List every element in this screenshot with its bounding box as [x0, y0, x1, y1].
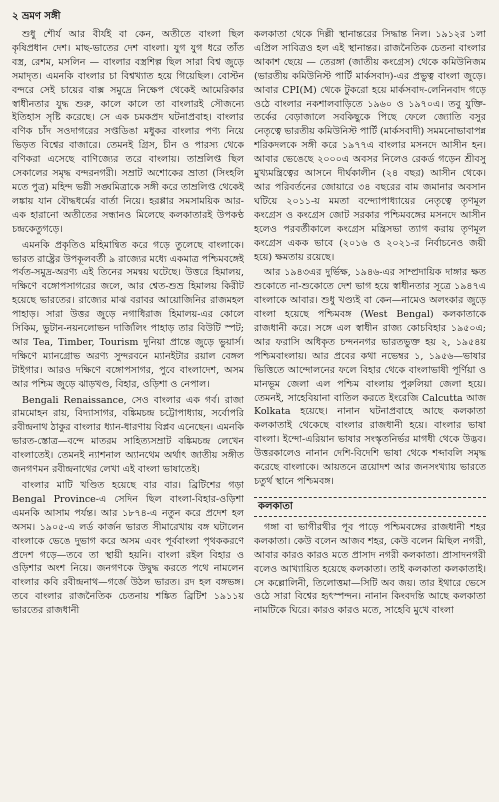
text-columns	[12, 28, 487, 802]
paragraph: Bengali Renaissance, সেও বাংলার এক গর্ব। রাজা রামমোহন রায়, বিদ্যাসাগর, বঙ্কিমচন্দ্র চট্টোপাধ্যায়, সর্বোপরি রবীন্দ্রনাথ ঠাকুর বাংলার ধ্যান-ধারণায় বিপ্লব এনেছেন। এমনকি ভারত-স্তোত্র—বন্দে মাতরম সাহিত্যসম্রাট বঙ্কিমচন্দ্র লেখেন বাংলাতেই। তেমনই ন্যাশনাল অ্যানথেম অর্থাৎ জাতীয় সঙ্গীত জনগণমন রবীন্দ্রনাথের লেখা এই বাংলা ভাষাতেই।	[12, 394, 244, 476]
page-header	[12, 10, 487, 24]
paragraph: আর ১৯৪৩এর দুর্ভিক্ষ, ১৯৪৬-এর সাম্প্রদায়িক দাঙ্গার ক্ষত শুকোতে না-শুকোতে দেশ ভাগ হয়ে স্বাধীনতার সূত্রে ১৯৪৭এ বাংলাকে আবার। শুধু খণ্ড্যই বা কেন—নামেও অলংকার জুড়ে বাংলা হয়েছে পশ্চিমবঙ্গ (West Bengal) কলকাতাকে রাজধানী করে। সঙ্গে এল স্বাধীন রাজ্য কোচবিহার ১৯৫০এ; আর ফরাসি অধিকৃত চন্দননগর ভারতভুক্ত হয় ২, ১৯৫৪য় পশ্চিমবাংলায়। আর প্রবের কথা নভেম্বর ১, ১৯৫৬—ভাষার ভিত্তিতে আন্দোলনের ফলে বিহার থেকে বাংলাভাষী পূর্ণিয়া ও মানভূম জেলা এল পশ্চিম বাংলায় পুরুলিয়া জেলা হয়ে। তেমনই, সাহেবিয়ানা বাতিল করতে ইংরেজি Calcutta আজ Kolkata হয়েছে। নানান ঘটনাপ্রবাহে আছে কলকাতা কলকাতাই থেকেছে বাংলার রাজধানী হয়ে। বাংলার ভাষা বাংলা। ইন্দো-এরিয়ান ভাষার সংস্কৃতনির্ভর মাগধী থেকে উদ্ভব। উত্তরকালেও নানান দেশি-বিদেশি ভাষা থেকে শব্দাবলি সমৃদ্ধ করেছে বাংলাকে। আয়তনে ত্রয়োদশ আর জনসংখ্যায় ভারতে চতুর্থ স্থানে পশ্চিমবঙ্গ।	[254, 267, 486, 487]
paragraph: কলকাতা থেকে দিল্লী স্থানান্তরের সিদ্ধান্ত নিল। ১৯১২র ১লা এপ্রিল সাবিত্রও হল এই স্থানান্তর। রাজনৈতিক চেতনা বাংলার আকাশ ছেয়ে — তেরঙ্গা (জাতীয় কংগ্রেস) থেকে কমিউনিজম (ভারতীয় কমিউনিস্ট পার্টি মার্কসবাদ)-এর প্রভুত্ব বাংলা জুড়ে। আবার CPI(M) থেকে টুকরো হয়ে মার্কসবাদ-লেনিনবাদ গড়ে ওঠে বাংলার নকশালবাড়িতে ১৯৬০ ও ১৯৭০এ। তবু যুক্তি-তর্কের বেড়াজালে সবকিছুকে পিছে ফেলে জ্যোতি বসুর নেতৃত্বে ভারতীয় কমিউনিস্ট পার্টি (মার্কসবাদী) সমমনোভাবাপন্ন শরিকদলকে সঙ্গী করে ১৯৭৭এ বাংলার মসনদে আসীন হন। আবার ভেঙেছে ২০০০এ অবসর নিলেও রেকর্ড গড়েন শ্রীবসু মুখ্যমন্ত্রিত্বের আসনে দীর্ঘকালীন (২৪ বছর) আসীন থেকে। আর পরিবর্তনের জোয়ারে ৩৪ বছরের বাম জমানার অবসান ঘটিয়ে ২০১১-য় মমতা বন্দ্যোপাধ্যায়ের নেতৃত্বে তৃণমূল কংগ্রেস ও কংগ্রেস জোট সরকার পশ্চিমবঙ্গের মসনদে আসীন হলেও পরবর্তীকালে কংগ্রেস মন্ত্রিসভা ত্যাগ করায় তৃণমূল কংগ্রেস একক ভাবে (২০১৬ ও ২০২১-র নির্বাচনেও জয়ী হয়ে) ক্ষমতায় রয়েছে।	[254, 29, 486, 263]
paragraph: বাংলার মাটি খণ্ডিত হয়েছে বার বার। ব্রিটিশের গড়া Bengal Province-এ সেদিন ছিল বাংলা-বিহার-ওড়িশা এমনকি আসাম পর্যন্ত। আর ১৮৭৪-এ নতুন করে প্রদেশ হল অসম। ১৯০৫-এ লর্ড কার্জন ভারত সীমারেখায় বঙ্গ ঘটালেন বাংলাকে ভেঙে দুভাগ করে অসম এবং পূর্ববাংলা পৃথককরণে প্রদেশ গড়ে—তবে তা স্থায়ী হয়নি। বাংলা রইল বিহার ও ওড়িশার অংশ নিয়ে। জনগণকে উদ্বুদ্ধ করতে পথে নামলেন বাংলার কবি রবীন্দ্রনাথ—গর্জে উঠল ভারত। রদ হল বঙ্গভঙ্গ। তবে বাংলার রাজনৈতিক চেতনায় শঙ্কিত ব্রিটিশ ১৯১১য় ভারতের রাজধানী	[12, 480, 244, 617]
page-number: ২	[12, 11, 19, 22]
paragraph: এমনকি প্রকৃতিও মহিমান্বিত করে গড়ে তুলেছে বাংলাকে। ভারত রাষ্ট্রের উপকূলবর্তী ৯ রাজ্যের মধ্যে একমাত্র পশ্চিমবঙ্গেই পর্বত-সমুদ্র-অরণ্য এই তিনের সমন্বয় ঘটেছে। উত্তরে হিমালয়, দক্ষিণে বঙ্গোপসাগরের জলে, আর শ্বেত-শুভ্র হিমালয় কিরীট হয়েছে ভারতের। রাজ্যের মাঝ বরাবর আয়োজিনির রাজমহল পাহাড়। সারা উত্তর জুড়ে নগাধিরাজ হিমালয়-এর কোলে সিকিম, ভুটান-নয়নলোভন দার্জিলিং পাহাড় তার বিউটি স্পট; আর Tea, Timber, Tourism দুনিয়া প্রান্তে জুড়ে ভুয়ার্স। দক্ষিণে ম্যানগ্রোভ অরণ্য সুন্দরবনে ম্যানইটার রয়াল বেঙ্গল টাইগার। আরও দক্ষিণে বঙ্গোপসাগর, পুবে বাংলাদেশ, অসম আর পশ্চিম জুড়ে ঝাড়খণ্ড, বিহার, ওড়িশা ও নেপাল।	[12, 239, 244, 390]
running-title: ভ্রমণ সঙ্গী	[22, 11, 61, 22]
right-column	[254, 28, 486, 802]
left-column	[12, 28, 244, 802]
paragraph: শুধু শৌর্য আর বীর্যই বা কেন, অতীতে বাংলা ছিল কৃষিপ্রধান দেশ। মাছ-ভাতের দেশ বাংলা। যুগ যুগ ধরে তাঁত বস্ত্র, রেশম, মসলিন — বাংলার বস্ত্রশিল্প ছিল সারা বিশ্ব জুড়ে সমাদৃত। এমনকি বাংলার চা বিশ্বখ্যাত হয়ে গিয়েছিল। বোস্টন বন্দরে সেই চায়ের বাক্স সমুদ্রে নিক্ষেপ থেকেই আমেরিকার স্বাধীনতার যুদ্ধ শুরু, কালে কালে তা বাংলারই সৌজন্যে ইতিহাস সৃষ্টি করেছে। সে এক চমকপ্রদ ঘটনাপ্রবাহ। বাংলার বণিক চাঁদ সওদাগরের সপ্তডিঙা মধুকর বাংলার পণ্য নিয়ে ভিড়ত বিশ্বের বাজারে। তেমনই গ্রিস, চীন ও পারস্য থেকে বণিকরা এসেছে বাণিজ্যের তরে বাংলায়। তাম্রলিপ্ত ছিল সেকালের সমৃদ্ধ বন্দরনগরী। সম্রাট অশোকের ভ্রাতা (সিংহলি মতে পুত্র) মহিন্দ ভগ্নী সঙ্ঘমিত্রাকে সঙ্গী করে তাম্রলিপ্ত থেকেই লঙ্কায় যান বৌদ্ধধর্মের বার্তা নিয়ে। হরপ্পার সমসাময়িক আর-এক হারানো অতীতের সন্ধানও মিলেছে কলকাতারই উপকণ্ঠ চন্দ্রকেতুগড়ে।	[12, 29, 244, 235]
section-title: কলকাতা	[254, 497, 486, 517]
paragraph: গঙ্গা বা ভাগীরথীর পূব পাড়ে পশ্চিমবঙ্গের রাজধানী শহর কলকাতা। কেউ বলেন আজব শহর, কেউ বলেন মিছিল নগরী, আবার কারও কারও মতে প্রাসাদ নগরী কলকাতা। প্রাসাদনগরী বলেও আখ্যায়িত হয়েছে কলকাতা। তাই কলকাতা কলকাতাই। সে কল্লোলিনী, তিলোত্তমা—সিটি অব জয়। তার ইথারে ভেসে ওঠে সারা বিশ্বের হৃৎস্পন্দন। নানান কিংবদন্তি আছে কলকাতা নামটিকে ঘিরে। কারও কারও মতে, সাহেবি মুখে বাংলা	[254, 521, 486, 617]
